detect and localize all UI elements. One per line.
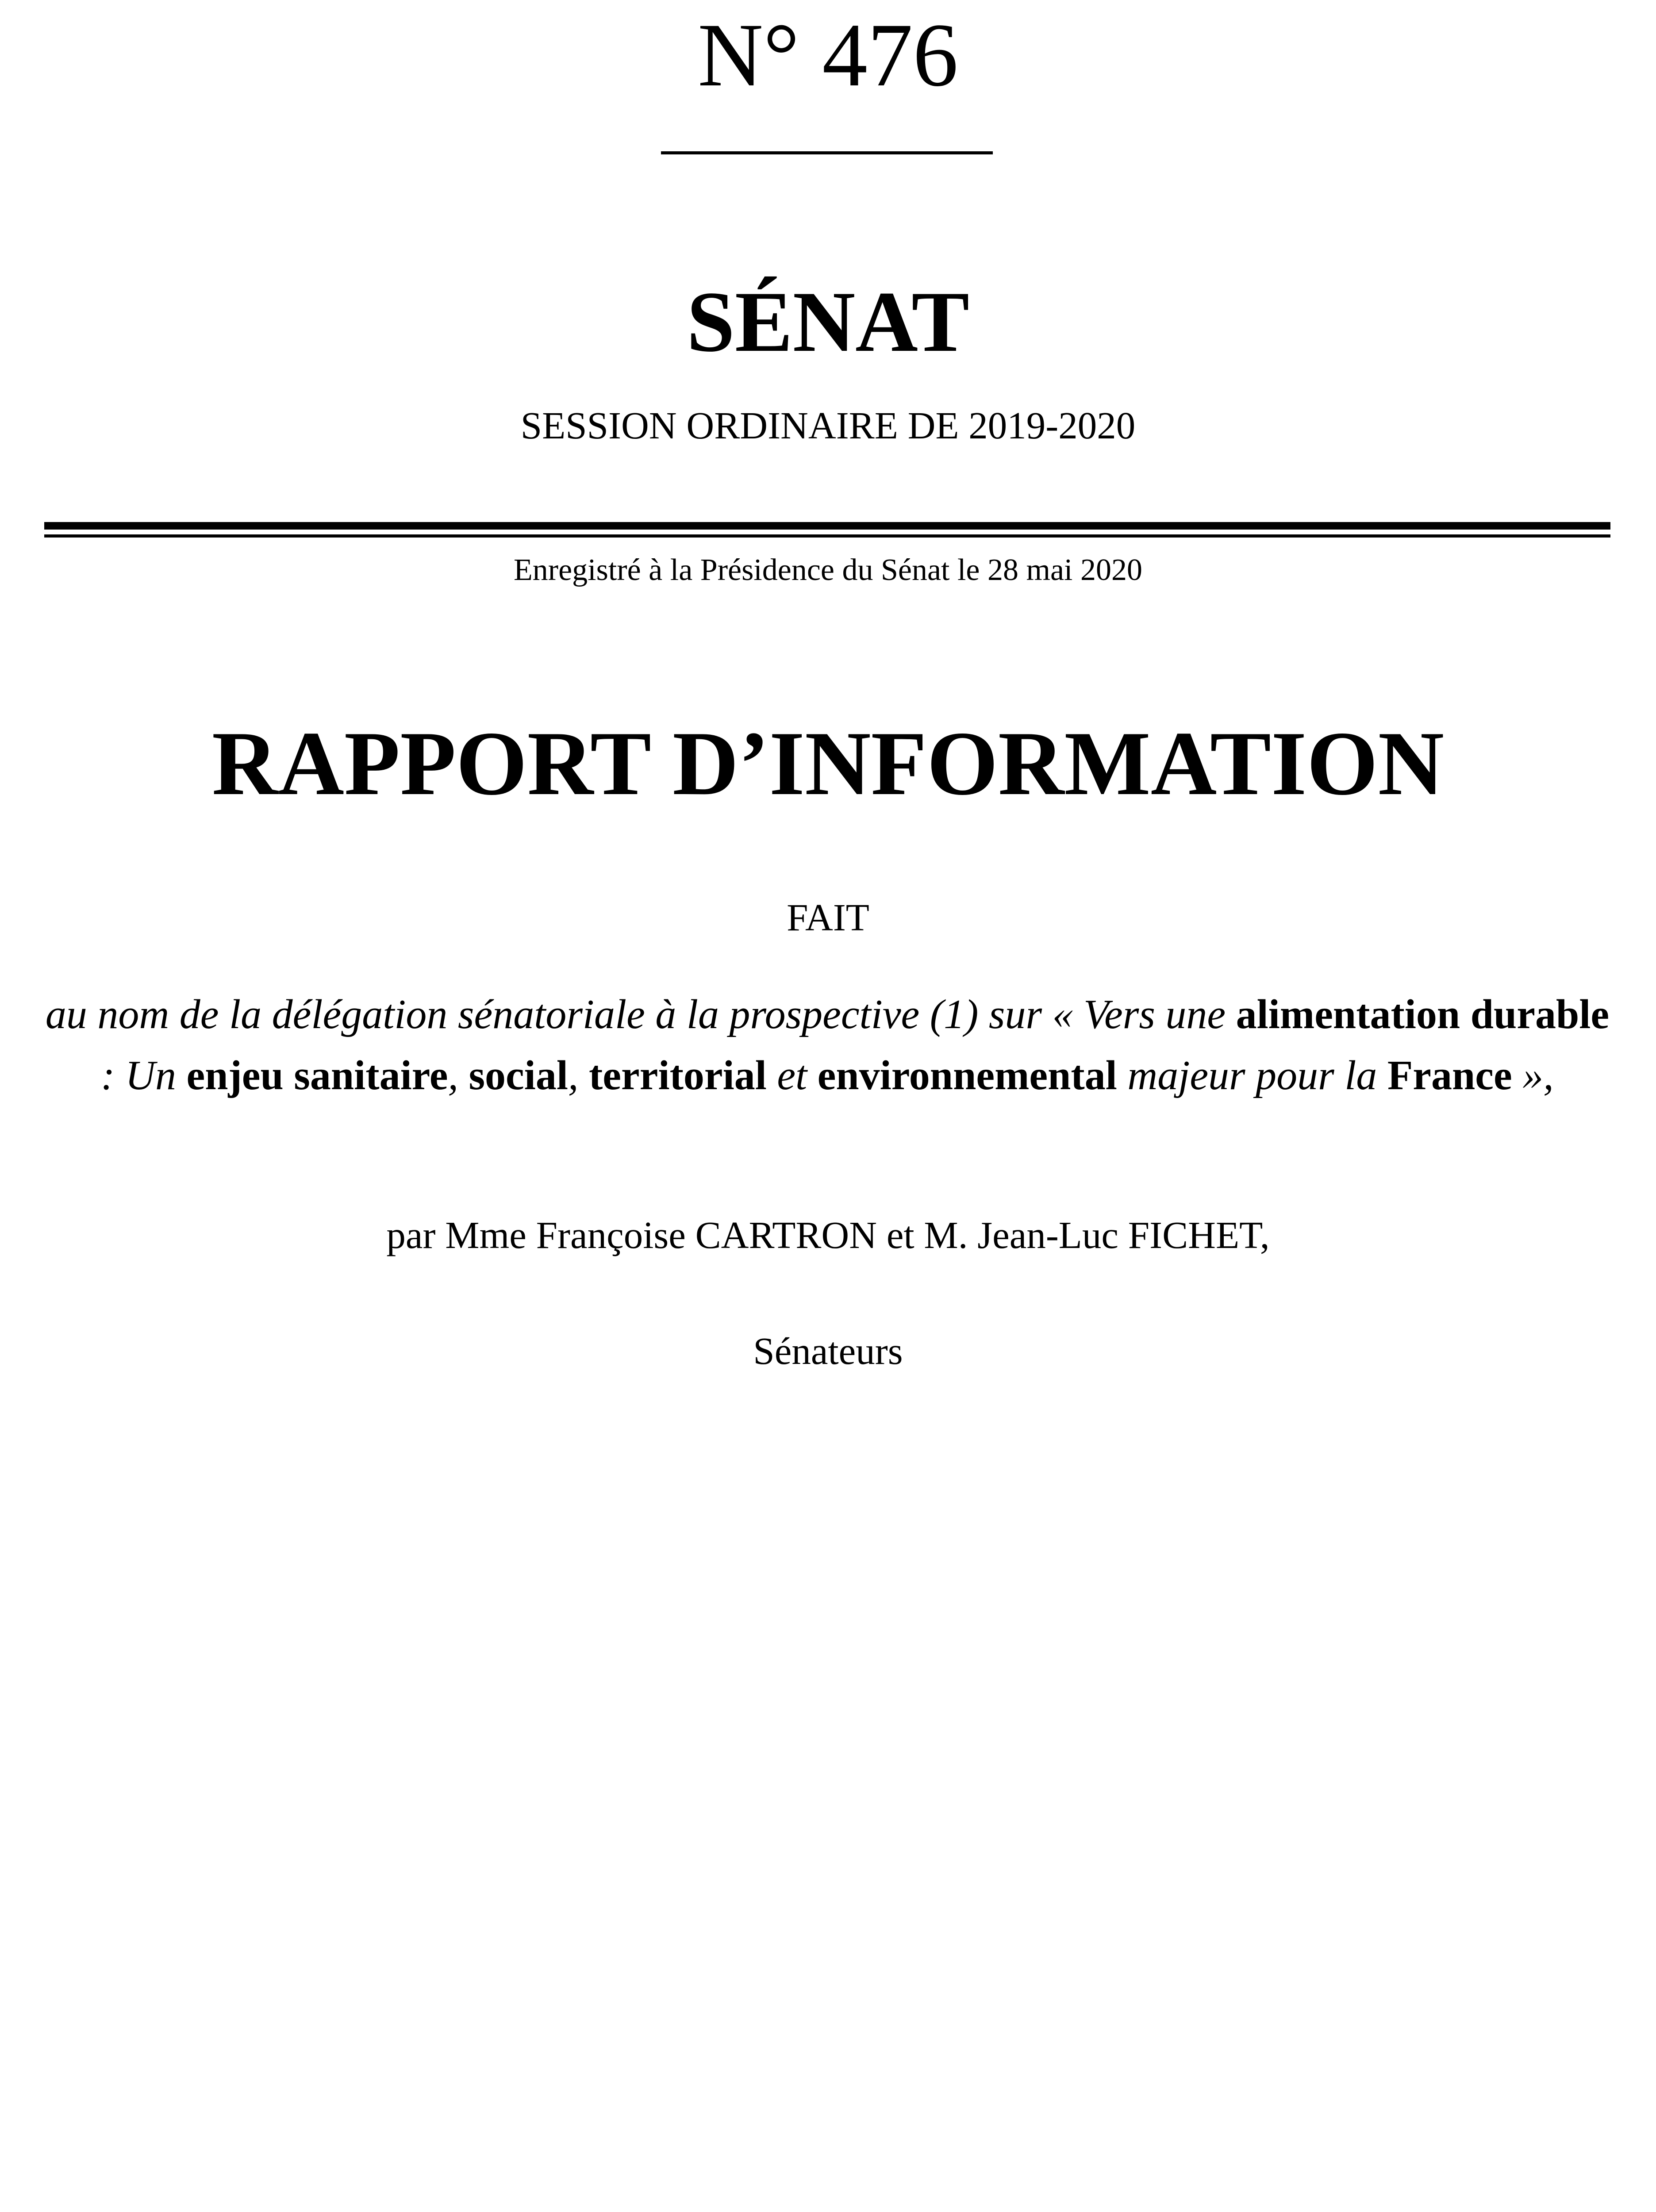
- subject-text: ,: [448, 1052, 469, 1098]
- subject-text: majeur pour la: [1117, 1052, 1387, 1098]
- subject-text: »,: [1512, 1052, 1554, 1098]
- report-subject: [35, 984, 1619, 1106]
- subject-bold: environnemental: [817, 1052, 1117, 1098]
- document-number: N° 476: [698, 5, 958, 105]
- registration-line: Enregistré à la Présidence du Sénat le 28 mai 2020: [514, 553, 1142, 587]
- subject-bold: territorial: [588, 1052, 767, 1098]
- fait-label: FAIT: [787, 896, 869, 939]
- subject-bold: alimentation durable: [1236, 991, 1610, 1037]
- subject-bold: France: [1387, 1052, 1512, 1098]
- double-rule-thick: [44, 522, 1610, 530]
- session-line: SESSION ORDINAIRE DE 2019-2020: [520, 404, 1136, 447]
- subject-text: et: [766, 1052, 818, 1098]
- authors-line: par Mme Françoise CARTRON et M. Jean-Luc FICHET,: [386, 1214, 1270, 1256]
- subject-text: au nom de la délégation sénatoriale à la prospective (1) sur « Vers une: [45, 991, 1236, 1037]
- institution-heading: SÉNAT: [686, 274, 969, 370]
- senators-label: Sénateurs: [753, 1329, 903, 1372]
- report-title: RAPPORT D’INFORMATION: [211, 713, 1445, 814]
- double-rule-thin: [44, 534, 1610, 538]
- number-underline: [661, 151, 993, 154]
- subject-bold: social: [469, 1052, 568, 1098]
- subject-text: ,: [568, 1052, 589, 1098]
- subject-bold: enjeu sanitaire: [186, 1052, 448, 1098]
- subject-text: : Un: [101, 1052, 187, 1098]
